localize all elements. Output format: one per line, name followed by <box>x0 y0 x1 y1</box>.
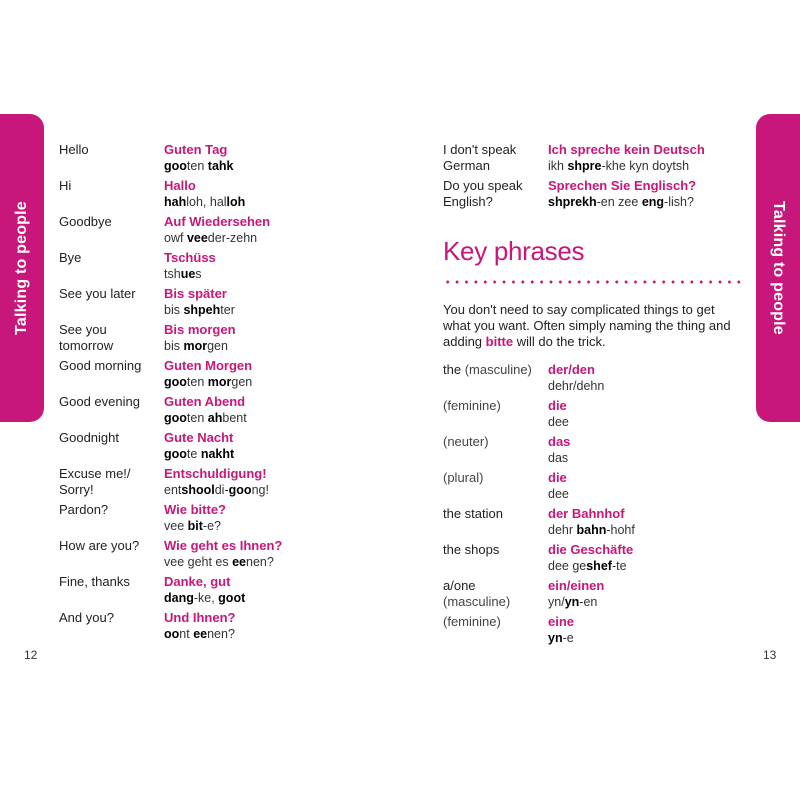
german-block <box>164 538 282 570</box>
syllable: -te <box>611 559 627 573</box>
german-block <box>164 142 233 174</box>
side-tab-label: Talking to people <box>770 201 787 335</box>
syllable: dee <box>548 415 569 429</box>
english-text: Goodbye <box>59 214 112 229</box>
intro-highlight: bitte <box>485 334 514 349</box>
english-text: the <box>443 362 462 377</box>
english-phrase <box>443 506 548 522</box>
stressed-syllable: ah <box>207 411 223 425</box>
phrase-entry <box>443 142 763 178</box>
page-number-left: 12 <box>24 648 38 662</box>
intro-text: You don't need to say complicated things to get what you want. Often simply naming the thing and adding <box>443 302 731 349</box>
syllable: -khe kyn doytsh <box>601 159 690 173</box>
phrase-entry <box>443 506 763 542</box>
syllable: vee <box>164 519 188 533</box>
syllable: -en <box>579 595 598 609</box>
grammar-note: (feminine) <box>443 614 501 629</box>
phrase-entry <box>59 142 389 178</box>
stressed-syllable: goo <box>164 411 187 425</box>
german-phrase: Und Ihnen? <box>164 610 236 625</box>
syllable: -e? <box>202 519 221 533</box>
german-phrase: Bis später <box>164 286 227 301</box>
english-phrase <box>443 470 548 486</box>
english-phrase <box>443 362 548 378</box>
pronunciation <box>164 590 245 606</box>
syllable: s <box>195 267 202 281</box>
phrase-entry <box>59 178 389 214</box>
syllable: bis <box>164 339 184 353</box>
english-text: the station <box>443 506 503 521</box>
english-phrase <box>443 614 548 630</box>
dotted-divider <box>443 280 743 284</box>
phrase-entry <box>443 362 763 398</box>
phrase-entry <box>443 578 763 614</box>
stressed-syllable: oo <box>164 627 180 641</box>
syllable: owf <box>164 231 187 245</box>
stressed-syllable: goo <box>164 447 187 461</box>
english-phrase <box>443 398 548 414</box>
english-phrase <box>59 610 164 626</box>
german-block <box>164 214 270 246</box>
syllable: ten <box>186 159 208 173</box>
phrase-entry <box>443 614 763 650</box>
german-block <box>548 578 604 610</box>
side-tab-label: Talking to people <box>13 201 30 335</box>
pronunciation <box>548 558 633 574</box>
stressed-syllable: yn <box>548 631 563 645</box>
syllable: ikh <box>548 159 568 173</box>
syllable: ten <box>186 375 208 389</box>
pronunciation <box>548 522 635 538</box>
stressed-syllable: shef <box>586 559 612 573</box>
phrase-entry <box>59 574 389 610</box>
german-phrase: Guten Tag <box>164 142 228 157</box>
stressed-syllable: hah <box>164 195 187 209</box>
german-phrase: Gute Nacht <box>164 430 234 445</box>
pronunciation <box>164 158 233 174</box>
german-block <box>548 506 635 538</box>
english-phrase <box>443 142 548 174</box>
phrase-entry <box>59 358 389 394</box>
english-phrase <box>59 574 164 590</box>
english-text: How are you? <box>59 538 140 553</box>
english-phrase <box>443 542 548 558</box>
stressed-syllable: goo <box>164 159 187 173</box>
english-text: Good morning <box>59 358 142 373</box>
intro-paragraph <box>443 302 743 350</box>
german-phrase: die <box>548 470 567 485</box>
english-text: a/one <box>443 578 476 593</box>
stressed-syllable: bit <box>187 519 203 533</box>
stressed-syllable: vee <box>186 231 208 245</box>
english-phrase <box>59 178 164 194</box>
english-phrase <box>59 466 164 498</box>
stressed-syllable: ee <box>232 555 247 569</box>
stressed-syllable: dang <box>164 591 194 605</box>
german-block <box>164 250 216 282</box>
german-block <box>548 542 633 574</box>
syllable: di- <box>214 483 229 497</box>
english-phrase <box>59 250 164 266</box>
german-block <box>548 434 570 466</box>
stressed-syllable: yn <box>564 595 580 609</box>
stressed-syllable: bahn <box>576 523 607 537</box>
phrase-entry <box>59 430 389 466</box>
german-block <box>164 178 245 210</box>
german-phrase: Hallo <box>164 178 196 193</box>
english-phrase <box>59 322 164 354</box>
phrase-list-right-bottom <box>443 362 763 650</box>
phrase-entry <box>59 610 389 646</box>
german-phrase: Guten Morgen <box>164 358 253 373</box>
german-phrase: die Geschäfte <box>548 542 634 557</box>
german-block <box>164 322 236 354</box>
english-text: Goodnight <box>59 430 119 445</box>
german-phrase: der Bahnhof <box>548 506 625 521</box>
english-phrase <box>59 430 164 446</box>
side-tab-left <box>0 114 44 422</box>
english-phrase <box>59 538 164 554</box>
syllable: ent <box>164 483 182 497</box>
german-block <box>164 286 235 318</box>
syllable: ng! <box>251 483 269 497</box>
pronunciation <box>548 378 604 394</box>
grammar-note: (masculine) <box>461 362 532 377</box>
german-block <box>164 394 247 426</box>
syllable: der-zehn <box>207 231 258 245</box>
english-text: Do you speak English? <box>443 178 523 209</box>
phrase-list-right-top <box>443 142 763 214</box>
phrase-entry <box>59 538 389 574</box>
syllable: -e <box>562 631 574 645</box>
german-phrase: Sprechen Sie Englisch? <box>548 178 697 193</box>
stressed-syllable: goot <box>218 591 246 605</box>
english-text: See you tomorrow <box>59 322 114 353</box>
phrase-entry <box>443 542 763 578</box>
stressed-syllable: shpeh <box>183 303 221 317</box>
syllable: ter <box>220 303 235 317</box>
german-block <box>164 466 269 498</box>
pronunciation <box>164 482 269 498</box>
syllable: te <box>186 447 201 461</box>
german-block <box>548 362 604 394</box>
syllable: gen <box>207 339 228 353</box>
english-text: Pardon? <box>59 502 109 517</box>
german-block <box>164 502 226 534</box>
stressed-syllable: ee <box>193 627 208 641</box>
pronunciation <box>548 594 604 610</box>
german-phrase: Wie geht es Ihnen? <box>164 538 283 553</box>
pronunciation <box>164 194 245 210</box>
pronunciation <box>164 554 282 570</box>
stressed-syllable: eng <box>641 195 665 209</box>
german-phrase: Ich spreche kein Deutsch <box>548 142 705 157</box>
german-phrase: eine <box>548 614 575 629</box>
phrase-entry <box>59 286 389 322</box>
grammar-note: (masculine) <box>443 594 511 609</box>
syllable: ten <box>186 411 208 425</box>
german-block <box>548 178 696 210</box>
english-text: See you later <box>59 286 136 301</box>
stressed-syllable: shool <box>181 483 215 497</box>
syllable: yn/ <box>548 595 565 609</box>
pronunciation <box>164 374 252 390</box>
syllable: nt <box>179 627 194 641</box>
syllable: bent <box>222 411 247 425</box>
pronunciation <box>164 338 236 354</box>
syllable: gen <box>231 375 253 389</box>
syllable: das <box>548 451 569 465</box>
german-phrase: Guten Abend <box>164 394 246 409</box>
german-phrase: Danke, gut <box>164 574 231 589</box>
pronunciation <box>548 194 696 210</box>
german-phrase: Wie bitte? <box>164 502 226 517</box>
syllable: nen? <box>246 555 274 569</box>
grammar-note: (neuter) <box>443 434 489 449</box>
pronunciation <box>548 630 574 646</box>
pronunciation <box>548 414 569 430</box>
intro-text-end: will do the trick. <box>513 334 606 349</box>
phrase-entry <box>59 502 389 538</box>
syllable: -hohf <box>606 523 635 537</box>
section-heading: Key phrases <box>443 236 585 266</box>
pronunciation <box>548 450 570 466</box>
phrase-entry <box>443 178 763 214</box>
german-block <box>164 610 236 642</box>
stressed-syllable: goo <box>164 375 187 389</box>
pronunciation <box>164 266 216 282</box>
pronunciation <box>164 410 247 426</box>
english-text: Bye <box>59 250 82 265</box>
pronunciation <box>548 158 705 174</box>
german-phrase: Tschüss <box>164 250 216 265</box>
grammar-note: (feminine) <box>443 398 501 413</box>
english-phrase <box>443 178 548 210</box>
syllable: nen? <box>207 627 235 641</box>
english-text: Excuse me!/ Sorry! <box>59 466 131 497</box>
phrase-entry <box>59 394 389 430</box>
german-block <box>548 470 569 502</box>
german-block <box>164 430 234 462</box>
english-phrase <box>59 286 164 302</box>
stressed-syllable: nakht <box>200 447 235 461</box>
pronunciation <box>164 230 270 246</box>
german-phrase: das <box>548 434 571 449</box>
english-text: I don't speak German <box>443 142 517 173</box>
english-phrase <box>59 214 164 230</box>
english-phrase <box>443 578 548 610</box>
german-block <box>164 358 252 390</box>
phrase-entry <box>443 434 763 470</box>
syllable: dee ge <box>548 559 587 573</box>
syllable: tsh <box>164 267 181 281</box>
phrase-entry <box>443 470 763 506</box>
stressed-syllable: shpre <box>567 159 602 173</box>
german-block <box>164 574 245 606</box>
stressed-syllable: loh <box>226 195 246 209</box>
phrase-entry <box>59 322 389 358</box>
german-block <box>548 614 574 646</box>
german-phrase: Auf Wiedersehen <box>164 214 271 229</box>
syllable: -lish? <box>664 195 694 209</box>
phrase-entry <box>443 398 763 434</box>
syllable: dehr/dehn <box>548 379 605 393</box>
english-text: Hello <box>59 142 89 157</box>
syllable: -ke, <box>193 591 219 605</box>
syllable: dee <box>548 487 569 501</box>
pronunciation <box>164 446 234 462</box>
phrase-entry <box>59 214 389 250</box>
phrase-list-left <box>59 142 389 646</box>
english-phrase <box>59 394 164 410</box>
pronunciation <box>164 518 226 534</box>
stressed-syllable: shprekh <box>548 195 597 209</box>
german-phrase: die <box>548 398 567 413</box>
english-phrase <box>59 502 164 518</box>
grammar-note: (plural) <box>443 470 484 485</box>
english-text: Fine, thanks <box>59 574 130 589</box>
pronunciation <box>164 302 235 318</box>
stressed-syllable: mor <box>183 339 208 353</box>
english-phrase <box>443 434 548 450</box>
german-phrase: Entschuldigung! <box>164 466 267 481</box>
syllable: -en zee <box>596 195 642 209</box>
page-number-right: 13 <box>763 648 777 662</box>
syllable: vee geht es <box>164 555 233 569</box>
syllable: dehr <box>548 523 577 537</box>
english-text: the shops <box>443 542 500 557</box>
phrase-entry <box>59 250 389 286</box>
german-block <box>548 398 569 430</box>
german-block <box>548 142 705 174</box>
stressed-syllable: mor <box>207 375 232 389</box>
english-text: And you? <box>59 610 114 625</box>
english-phrase <box>59 142 164 158</box>
german-phrase: der/den <box>548 362 595 377</box>
stressed-syllable: ue <box>180 267 196 281</box>
english-text: Hi <box>59 178 72 193</box>
syllable: bis <box>164 303 184 317</box>
stressed-syllable: goo <box>228 483 252 497</box>
german-phrase: Bis morgen <box>164 322 236 337</box>
syllable: loh, hal <box>186 195 227 209</box>
english-text: Good evening <box>59 394 140 409</box>
pronunciation <box>548 486 569 502</box>
stressed-syllable: tahk <box>207 159 234 173</box>
pronunciation <box>164 626 236 642</box>
phrase-entry <box>59 466 389 502</box>
german-phrase: ein/einen <box>548 578 605 593</box>
english-phrase <box>59 358 164 374</box>
